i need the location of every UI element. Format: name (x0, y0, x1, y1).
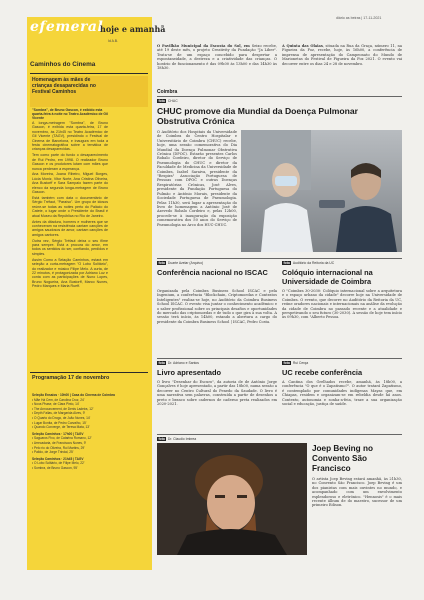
top-story-2-head: A Quinta das Olaias (282, 44, 323, 48)
beving-photo (157, 443, 307, 555)
cerimonia-text: A Cantina dos Grelhados recebe, amanhã, às 18h00, a conferência "O que é o Zapatismo?". O autor tratará Zapatismo, é contemplado por comunidades indígenas Mayas que, em Chiapas, residem e organizam-se em rebeldia desde há anos. Contexto, autonomia e sonha-a-feia, traze a sua organização social e educação, justiça de saúde. (282, 380, 402, 407)
coloquio-text: O "Coimbra 30-2030: Colóquio internacional sobre a arquitetura e o espaço urbano da cidade" decorre hoje na Universidade de Coimbra. O evento, que decorre no Auditório da Reitoria da UC, reúne oradores nacionais e internacionais na análise da evolução da cidade de Coimbra no passado recente e a atualidade e perspetivando o seu futuro (30-2030). A sessão de hoje tem início às 09h30, com "Alberto Pessoa. (282, 289, 402, 320)
program-item: • O Lobo Solitário, de Filipe Melo, 22' (32, 461, 85, 466)
program-item: Seleção Ensaios · 10h00 | Casa do Cinema de Coimbra (32, 393, 115, 397)
iscac-text: Organizada pela Coimbra Business School ISCAC e pela Ingenium, a conferência "Blockchain, Criptomoedas e Contratos Inteligentes" realiza-se hoje, no Auditório da Coimbra Business School ISCAC. O evento visa juntar o conhecimento académico e o saber profissional sobre os principais desafios e oportunidades do mercado das criptomoedas e de tudo o que gira à sua volta. A sessão terá início, às 14h00, estando a abertura a cargo do presidente da Coimbra Business School | ISCAC, Pedro Costa. (157, 289, 277, 324)
iscac-title: Conferência nacional no ISCAC (157, 268, 268, 277)
program-item: • Depth Fallas, de Margarida Alves, 9' (32, 411, 86, 416)
photo-credit-beving: foto Dr. Claudio Imbrea (158, 437, 197, 441)
sidebar-title-rule (30, 73, 148, 74)
program-title: Programação 17 de novembro (32, 375, 110, 381)
section-rule (157, 96, 402, 97)
section-rule (157, 434, 402, 435)
coloquio-title: Colóquio internacional na Universidade de Coimbra (282, 268, 373, 286)
program-item: • Pelo rio do Oliveira, Rui Martins, 29' (32, 445, 85, 450)
sidebar-highlight: Homenagem às mães de crianças desaparecidas no Festival Caminhos (32, 77, 96, 95)
coimbra-title: CHUC promove dia Mundial da Doença Pulmonar Obstrutiva Crónica (157, 106, 359, 127)
masthead-brand: efemeral (30, 19, 104, 35)
program-item: • Quando Converge, de Teresa Mata, 13' (32, 425, 90, 430)
program-item: • The Announcement, de Denis Ladeira, 12' (32, 406, 94, 411)
top-story-1: O Pavilhão Municipal da Escosta do Sol, em Seixo recebe, até 19 deste mês, o projeto Creativity da Fundação "Ja Liber". Trata-se de um espaço concebido para despertar a espontaneidade, a destreza e a criatividade das crianças. O horário de funcionamento é das 09h00 às 13h00 e das 14h30 às 18h30. (157, 44, 277, 71)
program-item: • Mãe Há Cem, de Carolina Cruz, 24' (32, 397, 85, 402)
livro-text: O livro "Desenhar do Escuro", da autoria de de António Jorge Gonçalves é hoje apresentado, a partir das 18h00, numa sessão a decorrer no Centro Cultural do Penedo da Saudade. O livro é uma narrativa sem palavras, construída a partir de desenhos a preto e branco sobre cadernos de caderno preta realizados em 2020-2021. (157, 380, 277, 407)
sidebar-byline: Id A.B. (108, 39, 118, 43)
photo-credit-coloquio: foto Auditório da Reitoria da UC (283, 261, 335, 265)
livro-title: Livro apresentado (157, 368, 222, 377)
program-item: • Sombra, de Bruno Gascon, 95' (32, 465, 78, 470)
cerimonia-title: UC recebe conferência (282, 368, 363, 377)
sidebar-intro: "Sombra", de Bruno Gascon, é exibido esta quarta-feira à noite no Teatro Académico de Gil Vicente (32, 108, 108, 121)
sidebar-title: Caminhos do Cinema (30, 61, 96, 68)
sidebar-body: A longa-metragem "Sombra", de Bruno Gascon, é exibida esta quarta-feira, 17 de novembro, às 21h45 no Teatro Académico de Gil Vicente (TAGV), presidindo o Festival de Cinema de Barcelona, e inaugura em toda a festa cinematográfica sobre a temática de crianças desaparecidas. Tem como parte do fundo o desaparecimento de Rui Pedro, em 1998. O realizador Bruno Gascon e os produtores lutam com mães que nunca perderam a esperança. Ana Moreira, Joana Ribeiro, Miguel Borges, Lúcia Moniz, Vitor Norte, Ana Cristina Oliveira, Ana Bustorff e Sara Sampaio fazem parte do elenco da segunda longa-metragem de Bruno Gascon. Está também com data o documentário de Sérgio Tréfaut, "Paraíso". Um grupo de idosos reúne-se todas as noites perto do Palácio do Catete, o lugar onde o Presidente do Brasil é atual Museu da República no Rio de Janeiro. Antes da ditadura, homens e mulheres que se conheceram na resistência cantam canções de amigos saudosos de amor, cantam canções de amigos cantores. Outra vez, Sérgio Tréfaut deixa o seu filme para sempre. Está a procura do amor, em todos os sentidos do ser, confiando, perdidos e simples. Assim Como a Selação Caminhos, estará em seleção a curta-metragem "O Lobo Solitário", do realizador e músico Filipe Melo. A curta, de 22 minutos, é protagonizada por Adriano Luz e conta com as participações de Nuno Lopes, Bruno Nogueira, Ana Bustorff, Marco Nunes, Pedro Marques e Maria Rueff. (32, 121, 108, 289)
program-item: • Nova Phase, de Clara Pinto, 14' (32, 402, 80, 407)
masthead-info: diário as beiras | 17-11-2021 (336, 16, 382, 20)
photo-credit-chuc: foto CHUC (158, 99, 178, 103)
top-story-1-head: O Pavilhão Municipal da Escosta do Sol, em (157, 44, 250, 48)
program-item: Seleção Caminhos · 21h45 | TAGV (32, 456, 84, 461)
section-rule (157, 258, 402, 259)
coimbra-text: O Auditório dos Hospitais da Universidade de Coimbra do Centro Hospitalar e Universitário de Coimbra (CHUC) recebe, hoje, uma sessão comemorativa do Dia Mundial da Doença Pulmonar Obstrutiva Crónica (DPOC). Estarão presentes Carlos Robalo Cordeiro, diretor do Serviço de Pneumologia do CHUC e diretor da Faculdade de Medicina da Universidade de Coimbra, Isabel Saraiva, presidente da "Respira" Associação Portuguesa de Pessoas com DPOC e outras Doenças Respiratórias Crónicas, José Alves, presidente da Fundação Portuguesa do Pulmão e António Morais, presidente da Sociedade Portuguesa de Pneumologia. Pelas 11h30, será lugar a apresentação do livro de homenagem a António José de Azevedo Robalo Cordeiro e, pelas 12h00, procede-se à inauguração da exposição comemorativa dos 50 anos do Serviço de Pneumologia no Arco dos HUC-CHUC. (157, 130, 237, 227)
program-item: • Arrecadaria, de Franciscos Nunes, 9' (32, 440, 87, 445)
section-label-coimbra: Coimbra (157, 89, 178, 95)
top-story-2: A Quinta das Olaias, situada na Rua da Graça, número 11, na Figueira da Foz, recebe, hoje, às 16h00, a conferência de imprensa de apresentação do Campeonato do Mundo de Marionetas do Festival de Figueira da Foz 2021. O evento vai decorrer entre os dias 24 e 28 de novembro. (282, 44, 402, 66)
program-item: • Saguaros Fixo, de Catarina Romano, 12' (32, 436, 92, 441)
beving-text: O artista Joep Beving estará amanhã, às 21h30, no Convento São Francisco. Joep Beving é um dos pianistas com mais ouvintes no mundo, e acompanhado com um envolvimento esplendoroso e eletrónico. "Hennosis" é o mais recente álbum de do maestro, sucessor de um primeiro Edison. (312, 477, 402, 508)
photo-credit-cerimonia: foto Rui Cerqa (283, 361, 309, 365)
program-item: • O Quarto do Drogo, de João Nunes, 14' (32, 415, 91, 420)
photo-credit-iscac: foto Duarte Azelar (Arquivo) (158, 261, 204, 265)
program-rule (30, 372, 148, 373)
program-item: • Lugar Bonita, de Pedro Carvalho, 15' (32, 420, 87, 425)
beving-title: Joep Beving no Convento São Francisco (312, 444, 373, 473)
program-item: Seleção Caminhos · 17h00 | TAGV (32, 431, 84, 436)
photo-credit-livro: foto Dr. Adriano e Santos (158, 361, 200, 365)
program-item: • Palido, de Jorge Trindal, 25' (32, 450, 74, 455)
section-rule (157, 358, 402, 359)
chuc-photo (241, 130, 402, 252)
masthead-section: hoje e amanhã (100, 24, 166, 34)
program-list (32, 393, 148, 471)
